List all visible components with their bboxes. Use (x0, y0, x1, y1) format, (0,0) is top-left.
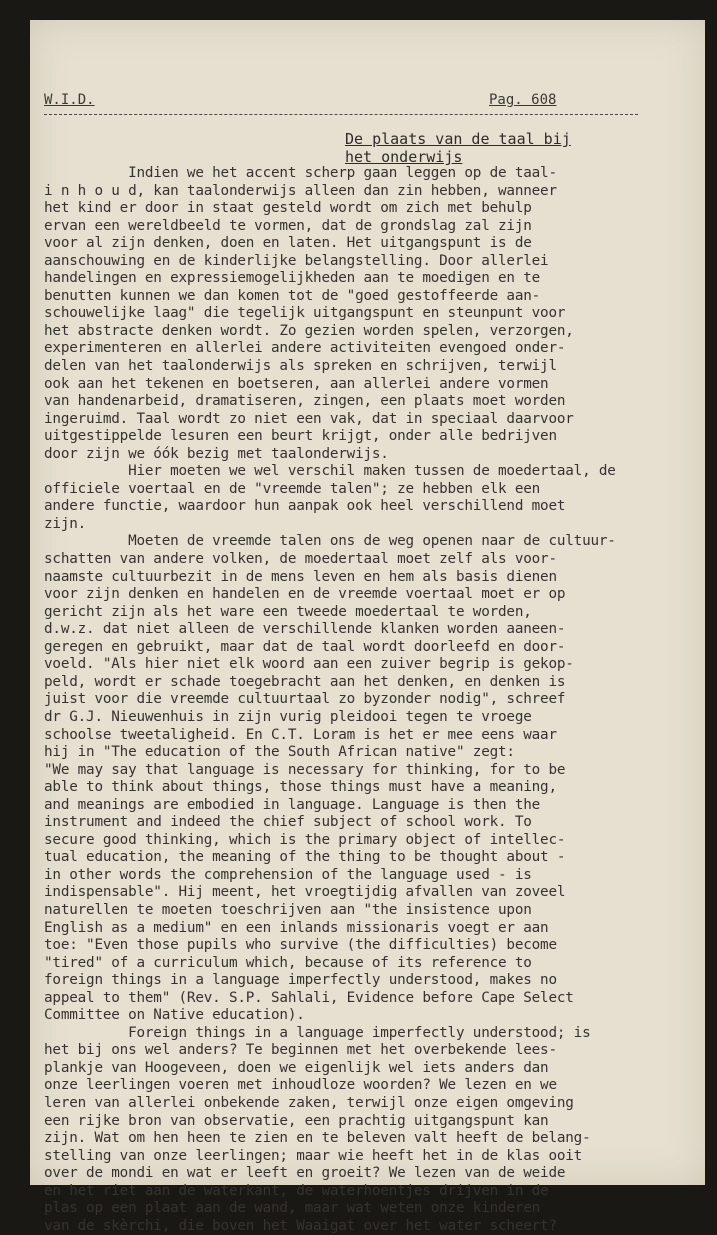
text-line: ingeruimd. Taal wordt zo niet een vak, dat in speciaal daarvoor (44, 410, 574, 427)
text-line: experimenteren en allerlei andere activiteiten evengoed onder- (44, 340, 566, 357)
text-line: Indien we het accent scherp gaan leggen op de taal- (44, 165, 557, 181)
text-line: Moeten de vreemde talen ons de weg openen naar de cultuur- (44, 533, 616, 550)
text-line: English as a medium" en een inlands missionaris voegt er aan (44, 919, 549, 936)
text-line: gericht zijn als het ware een tweede moedertaal te worden, (44, 603, 532, 620)
text-line: voor al zijn denken, doen en laten. Het uitgangspunt is de (44, 235, 532, 252)
text-line: Committee on Native education). (44, 1007, 305, 1024)
text-line: instrument and indeed the chief subject of school work. To (44, 814, 532, 831)
body-text (44, 165, 644, 1234)
text-line: i n h o u d, kan taalonderwijs alleen dan zin hebben, wanneer (44, 182, 557, 199)
text-line: schoolse tweetaligheid. En C.T. Loram is het er mee eens waar (44, 726, 557, 743)
text-line: naturellen te moeten toeschrijven aan "the insistence upon (44, 901, 532, 918)
text-line: delen van het taalonderwijs als spreken en schrijven, terwijl (44, 358, 557, 375)
text-line: door zijn we óók bezig met taalonderwijs. (44, 445, 389, 462)
section-title (345, 130, 625, 166)
text-line: voor zijn denken en handelen en de vreemde voertaal moet er op (44, 586, 566, 603)
text-line: uitgestippelde lesuren een beurt krijgt, onder alle bedrijven (44, 428, 557, 445)
text-line: handelingen en expressiemogelijkheden aan te moedigen en te (44, 270, 541, 287)
text-line: peld, wordt er schade toegebracht aan het denken, en denken is (44, 673, 566, 690)
text-line: and meanings are embodied in language. Language is then the (44, 796, 541, 813)
text-line: tual education, the meaning of the thing to be thought about - (44, 849, 566, 866)
text-line: hij in "The education of the South African native" zegt: (44, 744, 515, 761)
text-line: onze leerlingen voeren met inhoudloze woorden? We lezen en we (44, 1077, 557, 1094)
text-line: over de mondi en wat er leeft en groeit? We lezen van de weide (44, 1165, 566, 1182)
text-line: officiele voertaal en de "vreemde talen"; ze hebben elk een (44, 480, 541, 497)
header-page-number: Pag. 608 (489, 92, 557, 108)
text-line: juist voor die vreemde cultuurtaal zo byzonder nodig", schreef (44, 691, 566, 708)
text-line: "tired" of a curriculum which, because of its reference to (44, 954, 532, 971)
text-line: schatten van andere volken, de moedertaal moet zelf als voor- (44, 551, 557, 568)
text-line: benutten kunnen we dan komen tot de "goed gestoffeerde aan- (44, 287, 541, 304)
text-line: plas op een plaat aan de wand, maar wat weten onze kinderen (44, 1200, 541, 1217)
text-line: en het riet aan de waterkant, de waterhoentjes drijven in de (44, 1182, 549, 1199)
text-line: schouwelijke laag" die tegelijk uitgangspunt en steunpunt voor (44, 305, 566, 322)
text-line: ook aan het tekenen en boetseren, aan allerlei andere vormen (44, 375, 549, 392)
text-line: stelling van onze leerlingen; maar wie heeft het in de klas ooit (44, 1147, 583, 1164)
text-line: zijn. (44, 515, 87, 532)
text-line: aanschouwing en de kinderlijke belangstelling. Door allerlei (44, 252, 549, 269)
text-line: het bij ons wel anders? Te beginnen met het overbekende lees- (44, 1042, 557, 1059)
text-line: het abstracte denken wordt. Zo gezien worden spelen, verzorgen, (44, 322, 574, 339)
text-line: het kind er door in staat gesteld wordt om zich met behulp (44, 200, 532, 217)
text-line: able to think about things, those things must have a meaning, (44, 779, 557, 796)
text-line: plankje van Hoogeveen, doen we eigenlijk wel iets anders dan (44, 1059, 549, 1076)
text-line: foreign things in a language imperfectly understood, makes no (44, 972, 557, 989)
text-line: dr G.J. Nieuwenhuis in zijn vurig pleidooi tegen te vroege (44, 708, 532, 725)
text-line: naamste cultuurbezit in de mens leven en hem als basis dienen (44, 568, 557, 585)
text-line: leren van allerlei onbekende zaken, terwijl onze eigen omgeving (44, 1094, 574, 1111)
text-line: toe: "Even those pupils who survive (the difficulties) become (44, 937, 557, 954)
text-line: van de skèrchi, die boven het Waaigat over het water scheert? (44, 1217, 557, 1234)
text-line: een rijke bron van observatie, een prachtig uitgangspunt kan (44, 1112, 549, 1129)
text-line: secure good thinking, which is the primary object of intellec- (44, 831, 566, 848)
section-title-line-2: het onderwijs (345, 148, 463, 166)
text-line: Hier moeten we wel verschil maken tussen de moedertaal, de (44, 463, 616, 480)
text-line: voeld. "Als hier niet elk woord aan een zuiver begrip is gekop- (44, 656, 574, 673)
text-line: "We may say that language is necessary for thinking, for to be (44, 761, 566, 778)
text-line: in other words the comprehension of the language used - is (44, 866, 532, 883)
text-line: ervan een wereldbeeld te vormen, dat de grondslag zal zijn (44, 217, 532, 234)
text-line: appeal to them" (Rev. S.P. Sahlali, Evidence before Cape Select (44, 989, 574, 1006)
section-title-line-1: De plaats van de taal bij (345, 130, 571, 148)
text-line: Foreign things in a language imperfectly understood; is (44, 1024, 591, 1041)
text-line: zijn. Wat om hen heen te zien en te beleven valt heeft de belang- (44, 1130, 591, 1147)
header-series-code: W.I.D. (44, 92, 95, 108)
text-line: andere functie, waardoor hun aanpak ook heel verschillend moet (44, 498, 566, 515)
text-line: geregen en gebruikt, maar dat de taal wordt doorleefd en door- (44, 638, 566, 655)
text-line: van handenarbeid, dramatiseren, zingen, een plaats moet worden (44, 393, 566, 410)
text-line: indispensable". Hij meent, het vroegtijdig afvallen van zoveel (44, 884, 566, 901)
page-header (44, 90, 638, 115)
text-line: d.w.z. dat niet alleen de verschillende klanken worden aaneen- (44, 621, 566, 638)
